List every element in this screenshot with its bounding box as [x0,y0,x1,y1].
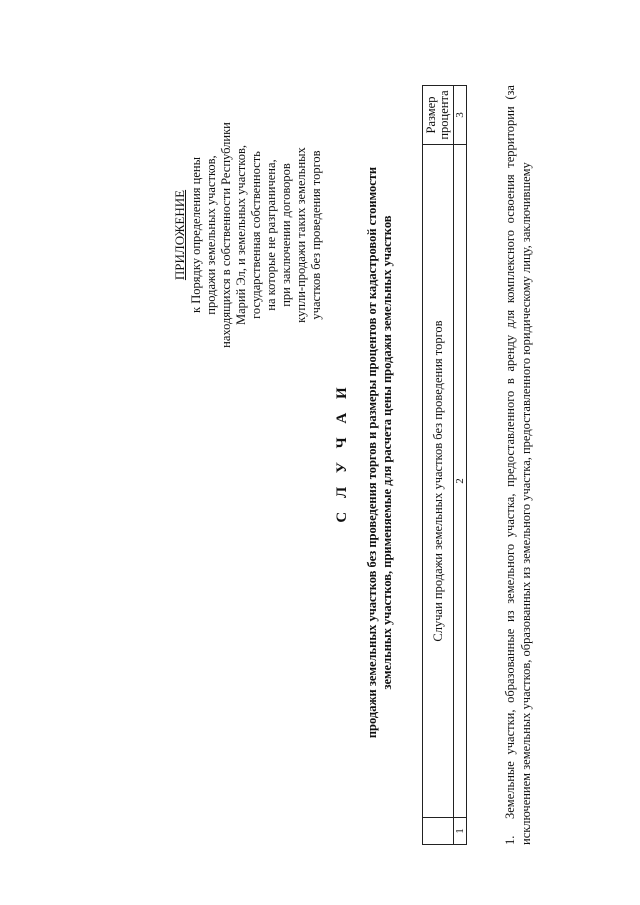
cases-table [422,85,467,845]
appendix-heading: ПРИЛОЖЕНИЕ [172,189,187,281]
header-col-number [423,818,454,845]
document-title: С Л У Ч А И [334,382,350,523]
document-title-block [334,30,395,875]
document-subtitle-line: земельных участков, применяемые для расчета цены продажи земельных участков [380,215,394,690]
document-subtitle-line: продажи земельных участков без проведения торгов и размеры процентов от кадастровой стоимости [365,166,379,739]
appendix-line: находящихся в собственности Республики [219,122,233,348]
table-cell-col-index: 2 [454,145,467,818]
case-entry-text: Земельные участки, образованные из земельного участка, предоставленного в аренду для комплексного освоения территории (за исключением земельных участков, образованных из земельного участка, предоставленного юридическому лицу, заключившему [503,85,533,845]
header-col-percent: Размер процента [423,86,454,145]
appendix-line: Марий Эл, и земельных участков, [234,145,248,325]
appendix-line: продажи земельных участков, [204,155,218,315]
appendix-line: при заключении договоров [279,163,293,307]
header-col-cases: Случаи продажи земельных участков без проведения торгов [423,145,454,818]
appendix-block [172,85,324,385]
appendix-line: участков без проведения торгов [309,150,323,320]
table-cell-col-index: 3 [454,86,467,145]
appendix-line: к Порядку определения цены [189,157,203,313]
appendix-line: купли-продажи таких земельных [294,147,308,323]
table-row [454,86,467,845]
case-entry [502,85,534,845]
case-entry-number: 1. [503,835,517,845]
table-header-row [423,86,454,845]
appendix-line: государственная собственность [249,151,263,319]
table-cell-col-index: 1 [454,818,467,845]
appendix-line: на которые не разграничена, [264,159,278,311]
